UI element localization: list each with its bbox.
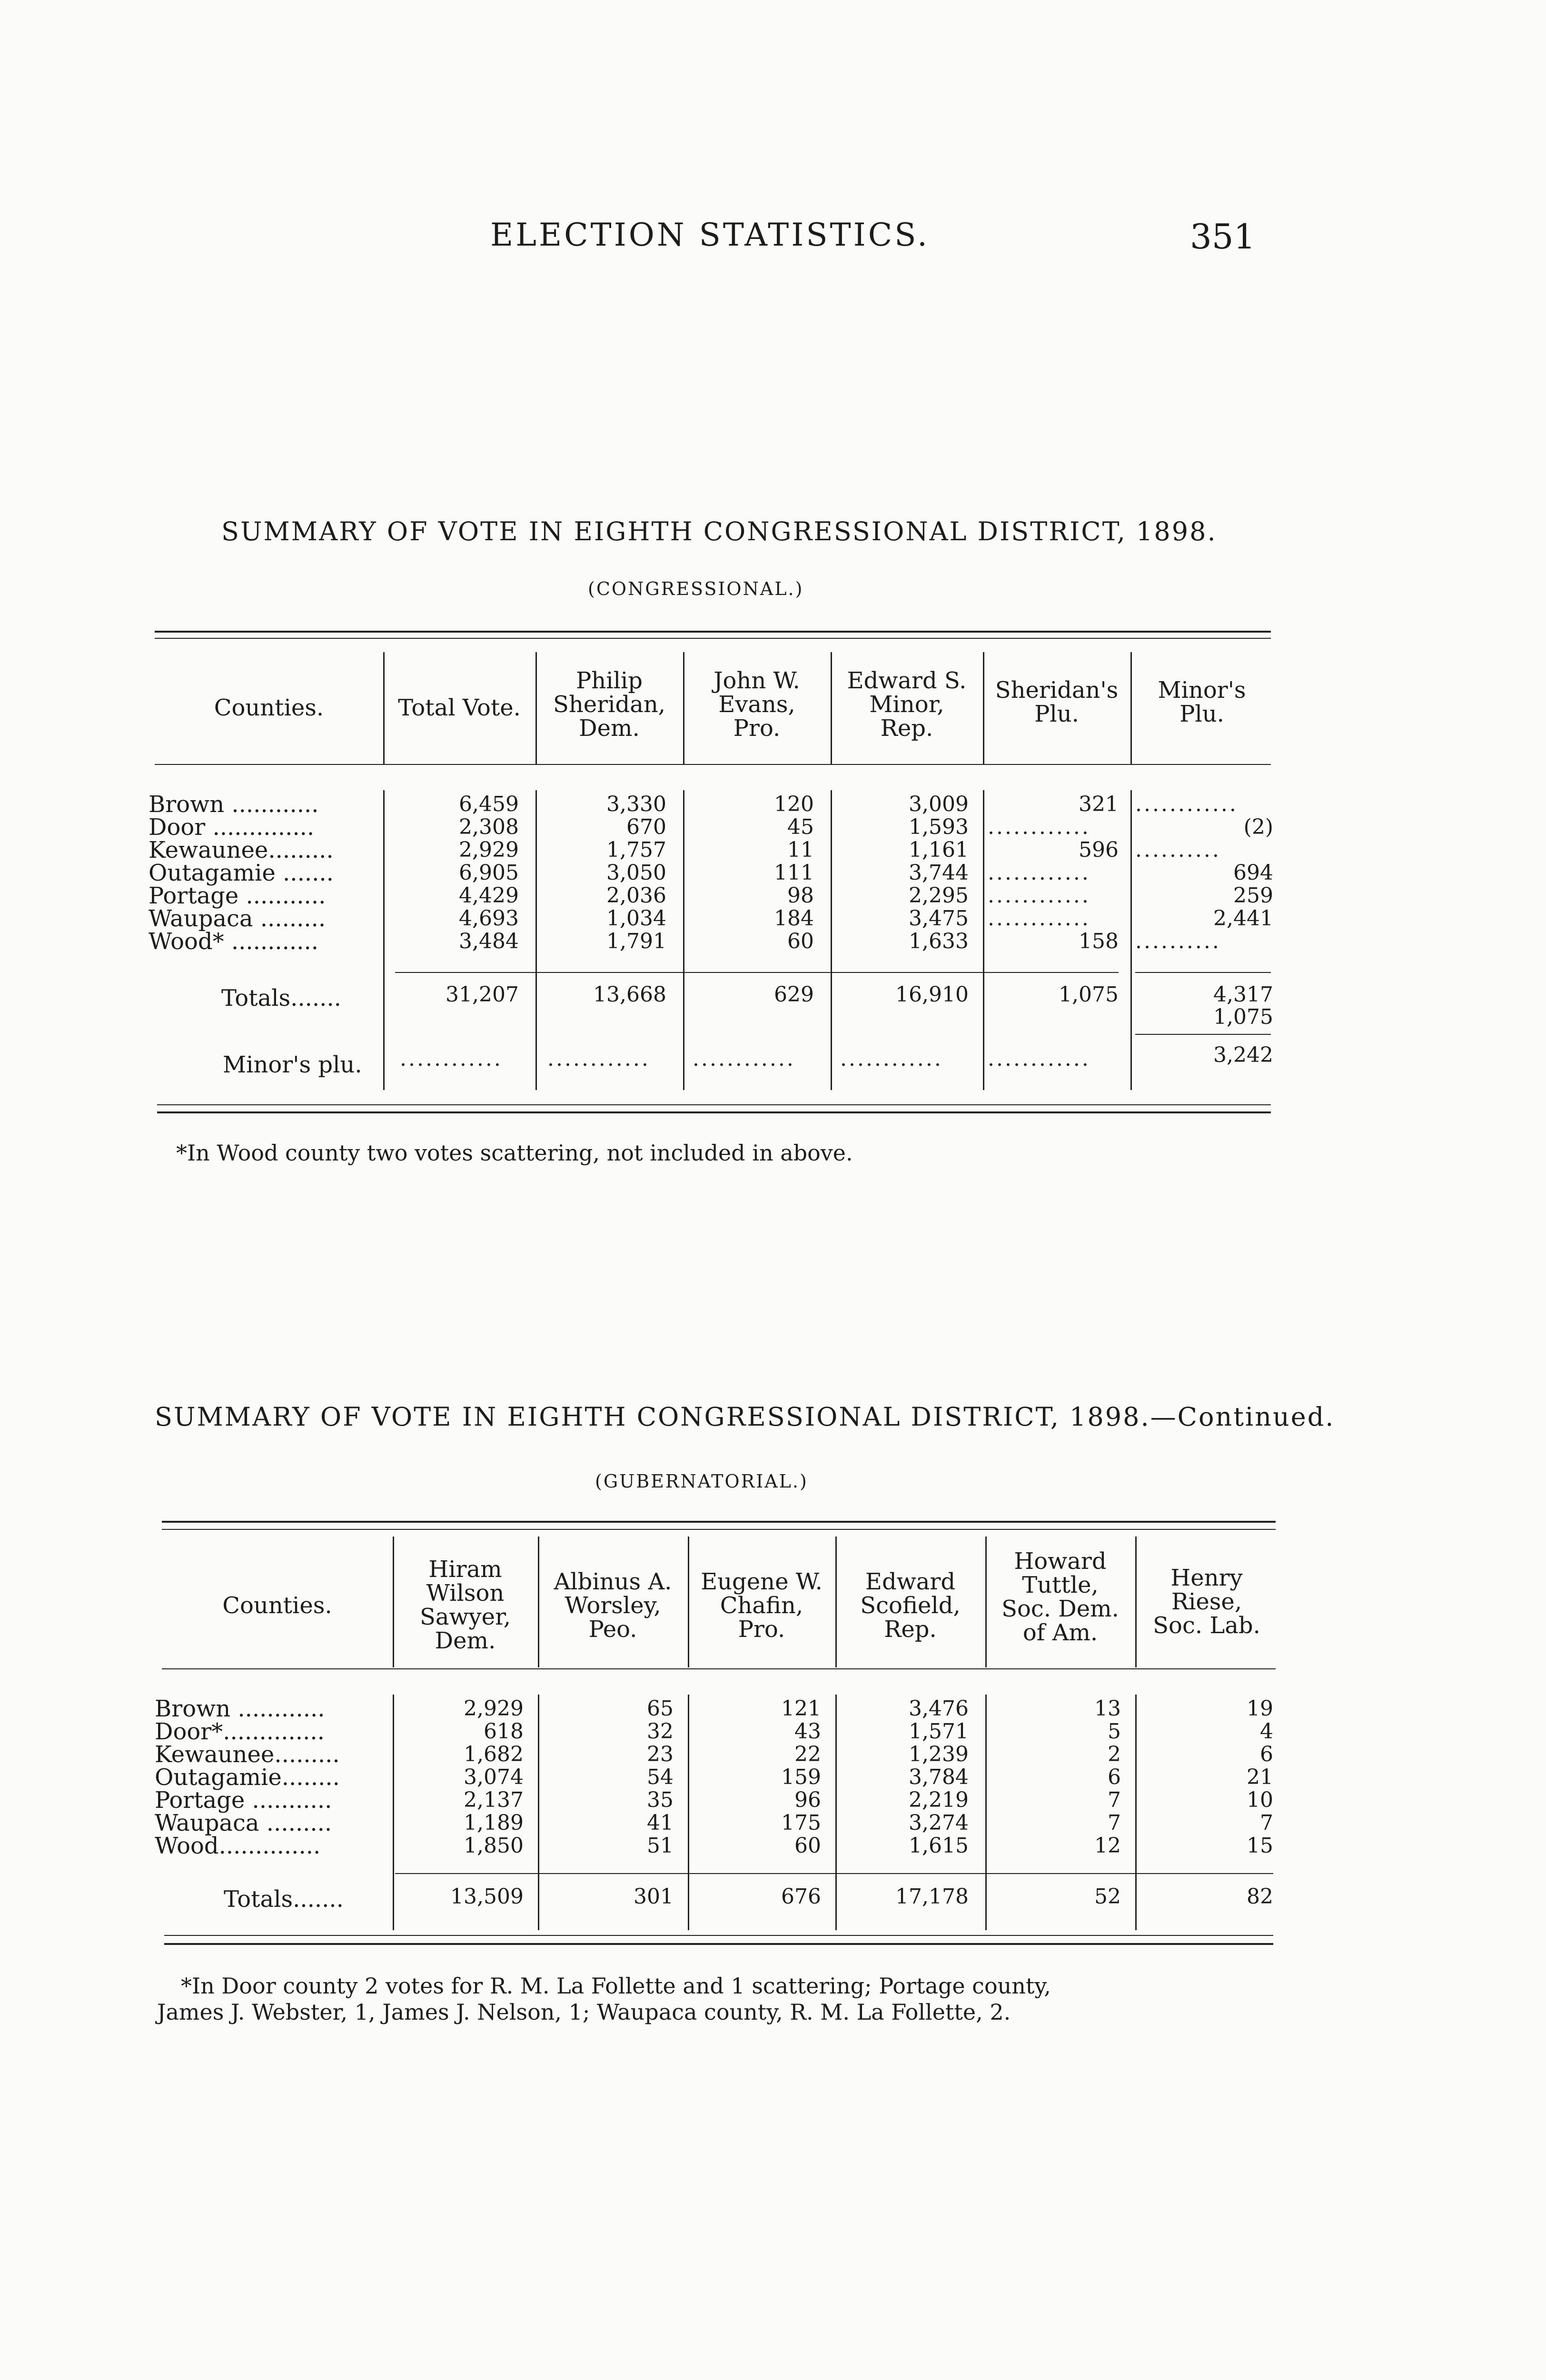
- t2-col-chafin: Eugene W. Chafin, Pro.: [701, 1568, 823, 1643]
- t2-county: Portage ...........: [155, 1787, 332, 1814]
- t1-col-sheridan: Philip Sheridan, Dem.: [553, 667, 665, 742]
- t2-county: Waupaca .........: [155, 1810, 332, 1836]
- t1-col-sheridan-plu: Sheridan's Plu.: [995, 677, 1119, 727]
- t2-col-riese: Henry Riese, Soc. Lab.: [1153, 1565, 1260, 1639]
- t1-col-total: Total Vote.: [398, 694, 521, 721]
- table2-footnote-line2: James J. Webster, 1, James J. Nelson, 1; Waupaca county, R. M. La Follette, 2.: [157, 1999, 1011, 2025]
- t2-county: Wood..............: [155, 1833, 321, 1859]
- table1-title: SUMMARY OF VOTE IN EIGHTH CONGRESSIONAL DISTRICT, 1898.: [221, 516, 1217, 546]
- t2-county: Door*..............: [155, 1718, 325, 1745]
- t2-county: Brown ............: [155, 1696, 325, 1722]
- t1-col-minor: Edward S. Minor, Rep.: [847, 667, 967, 742]
- t1-county: Kewaunee.........: [149, 837, 334, 863]
- t1-county: Portage ...........: [149, 883, 326, 909]
- table1-subtitle: (CONGRESSIONAL.): [588, 578, 804, 599]
- t1-col-counties: Counties.: [214, 694, 324, 721]
- t1-county: Wood* ............: [149, 928, 318, 955]
- t1-county: Brown ............: [149, 791, 319, 818]
- t2-col-counties: Counties.: [222, 1592, 332, 1619]
- t1-county: Outagamie .......: [149, 860, 334, 886]
- table1-footnote: *In Wood county two votes scattering, not included in above.: [176, 1140, 853, 1166]
- t2-county: Outagamie........: [155, 1764, 340, 1791]
- page-number: 351: [1190, 217, 1256, 257]
- t2-col-scofield: Edward Scofield, Rep.: [860, 1568, 961, 1643]
- t1-county: Door ..............: [149, 814, 315, 841]
- running-head: ELECTION STATISTICS.: [490, 217, 930, 253]
- t2-col-sawyer: Hiram Wilson Sawyer, Dem.: [419, 1556, 511, 1654]
- table2-footnote-line1: *In Door county 2 votes for R. M. La Follette and 1 scattering; Portage county,: [181, 1973, 1051, 1999]
- t1-county: Waupaca .........: [149, 905, 326, 932]
- table2-subtitle: (GUBERNATORIAL.): [595, 1471, 808, 1492]
- table2-title: SUMMARY OF VOTE IN EIGHTH CONGRESSIONAL DISTRICT, 1898.—Continued.: [155, 1402, 1335, 1432]
- t2-col-worsley: Albinus A. Worsley, Peo.: [554, 1568, 672, 1643]
- t2-county: Kewaunee.........: [155, 1741, 340, 1768]
- t1-col-minor-plu: Minor's Plu.: [1158, 677, 1246, 727]
- t2-col-tuttle: Howard Tuttle, Soc. Dem. of Am.: [1001, 1548, 1119, 1646]
- t1-col-evans: John W. Evans, Pro.: [714, 667, 800, 742]
